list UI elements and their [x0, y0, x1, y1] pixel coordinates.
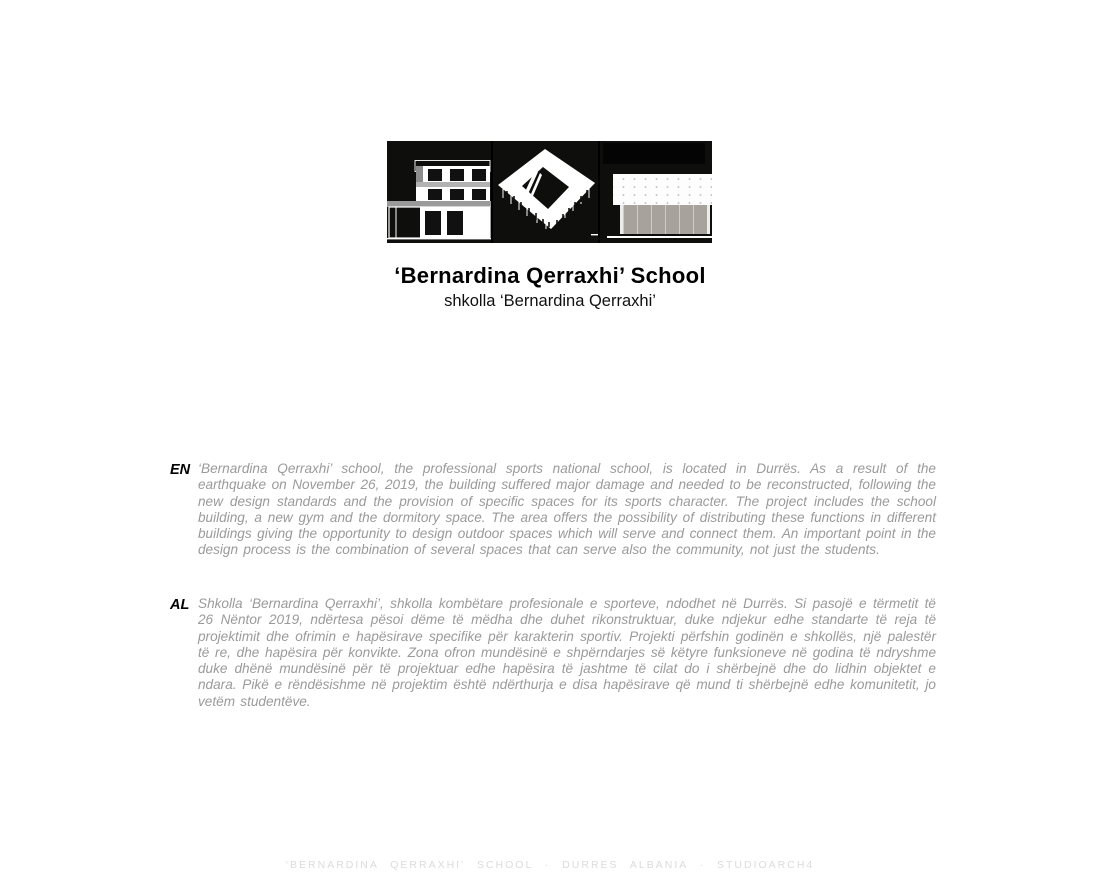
hero-image-strip — [387, 141, 712, 243]
page-subtitle: shkolla ‘Bernardina Qerraxhi’ — [444, 292, 656, 310]
footer-caption: ‘BERNARDINA QERRAXHI’ SCHOOL · DURRES ALBANIA · STUDIOARCH4 — [285, 859, 815, 871]
description-text-al: Shkolla ‘Bernardina Qerraxhi’, shkolla kombëtare profesionale e sporteve, ndodhet në Durrës. Si pasojë e tërmetit të 26 Nëntor 2019, ndërtesa pësoi dëme të mëdha dhe duhet rikonstruktuar, duke ndjekur edhe standarte të reja të projektimit dhe ofrimin e hapësirave specifike për karakterin sportiv. Projekti përfshin godinën e shkollës, një palestër të re, dhe hapësira për konvikte. Zona ofron mundësinë e shpërndarjes së këtyre funksioneve në godina të ndryshme duke dhënë mundësinë për të projektuar edhe hapësira të jashtme të cilat do i shërbejnë dhe do lidhin objektet e ndara. Pikë e rëndësishme në projektim është ndërthurja e disa hapësirave që mund ti shërbejnë edhe komunitetit, jo vetëm studentëve. — [198, 596, 936, 709]
gym-elevation-groundline — [607, 236, 712, 238]
section-albanian — [170, 596, 936, 710]
gym-elevation-sky — [603, 143, 705, 164]
hero-panel-facade-elevation — [387, 141, 491, 243]
hero-panel-gym-elevation — [600, 141, 712, 243]
gym-elevation-cladding — [620, 205, 710, 234]
page-title: ‘Bernardina Qerraxhi’ School — [394, 263, 706, 288]
axonometric-courtyard-drawing — [493, 141, 598, 243]
section-english — [170, 461, 936, 559]
gym-elevation-dotted-band — [613, 174, 712, 205]
facade-elevation-drawing — [387, 141, 491, 243]
language-label-al: AL — [170, 597, 190, 613]
description-text-en: ‘Bernardina Qerraxhi’ school, the professional sports national school, is located in Durrës. As a result of the earthquake on November 26, 2019, the building suffered major damage and needed to be reconstructed, following the new design standards and the provision of specific spaces for its sports character. The project includes the school building, a new gym and the dormitory space. The area offers the possibility of distributing these functions in different buildings giving the opportunity to design outdoor spaces which will serve and connect them. An important point in the design process is the combination of several spaces that can serve also the community, not just the students. — [198, 461, 936, 558]
language-label-en: EN — [170, 462, 191, 478]
hero-panel-axonometric-model — [493, 141, 598, 243]
